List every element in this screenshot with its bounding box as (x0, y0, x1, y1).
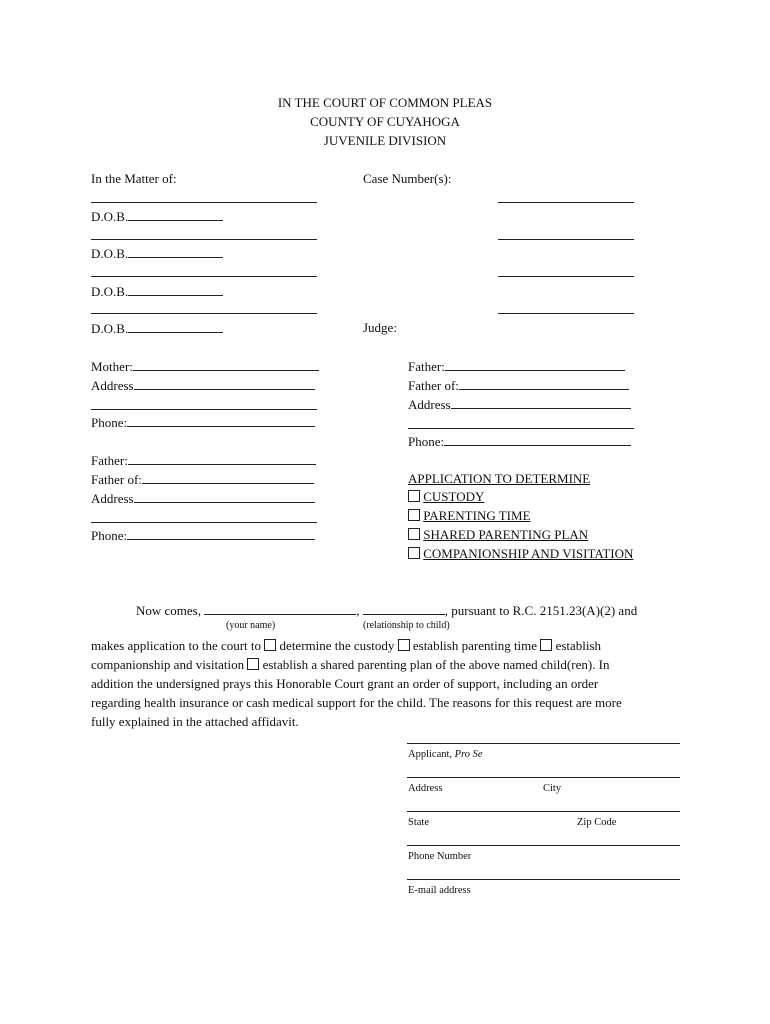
father-of-label: Father of: (91, 472, 142, 487)
companionship-checkbox[interactable] (408, 547, 420, 559)
email-label: E-mail address (408, 885, 471, 896)
dob-label: D.O.B. (91, 246, 129, 261)
child-name-line-3[interactable] (91, 276, 317, 277)
address-city-line[interactable] (407, 777, 680, 778)
father-label: Father: (91, 453, 128, 468)
para-line-4: regarding health insurance or cash medical support for the child. The reasons for this request are more (91, 695, 622, 710)
father-of-line[interactable] (459, 378, 629, 390)
child-name-line-4[interactable] (91, 313, 317, 314)
option-companionship-label: COMPANIONSHIP AND VISITATION (423, 546, 634, 561)
shared-parenting-checkbox[interactable] (408, 528, 420, 540)
father-of-line[interactable] (142, 472, 314, 484)
father-line[interactable] (128, 453, 316, 465)
phone-number-line[interactable] (407, 845, 680, 846)
father-of-label: Father of: (408, 378, 459, 393)
applicant-signature-line[interactable] (407, 743, 680, 744)
mother-line[interactable] (133, 359, 319, 371)
establish-parenting-time-text: establish parenting time (412, 638, 538, 653)
option-companionship[interactable] (408, 547, 633, 560)
dob-label: D.O.B. (91, 321, 129, 336)
option-custody-label: CUSTODY (423, 489, 485, 504)
address-label: Address (91, 491, 134, 506)
option-parenting-time[interactable] (408, 509, 531, 522)
dob-line[interactable] (128, 284, 223, 296)
phone-line[interactable] (127, 415, 315, 427)
pursuant-text: , pursuant to R.C. 2151.23(A)(2) and (444, 603, 638, 618)
case-number-line-2[interactable] (498, 239, 634, 240)
state-label: State (408, 817, 429, 828)
parenting-time-checkbox[interactable] (408, 509, 420, 521)
mother-address-line-2[interactable] (91, 409, 317, 410)
comma: , (356, 603, 360, 618)
father-address-field-right[interactable] (408, 397, 631, 411)
custody-checkbox[interactable] (408, 490, 420, 502)
application-paragraph (91, 636, 671, 731)
child-name-line-2[interactable] (91, 239, 317, 240)
phone-number-label: Phone Number (408, 851, 472, 862)
option-parenting-time-label: PARENTING TIME (423, 508, 531, 523)
dob-field-1[interactable] (91, 209, 223, 223)
your-name-hint: (your name) (226, 620, 276, 631)
establish-shared-checkbox[interactable] (247, 658, 259, 670)
pro-se-text: Pro Se (454, 749, 483, 760)
mother-phone-field[interactable] (91, 415, 315, 429)
case-number-line-3[interactable] (498, 276, 634, 277)
option-shared-parenting[interactable] (408, 528, 588, 541)
father-address-line-2-right[interactable] (408, 428, 634, 429)
judge-label: Judge: (363, 320, 397, 335)
county-name: COUNTY OF CUYAHOGA (310, 114, 460, 129)
in-the-matter-label: In the Matter of: (91, 171, 177, 186)
phone-label: Phone: (408, 434, 445, 449)
address-label: Address (408, 397, 451, 412)
father-of-field-left[interactable] (91, 472, 314, 486)
option-shared-parenting-label: SHARED PARENTING PLAN (423, 527, 589, 542)
case-number-line-1[interactable] (498, 202, 634, 203)
mother-label: Mother: (91, 359, 133, 374)
court-name: IN THE COURT OF COMMON PLEAS (277, 95, 493, 110)
address-label: Address (91, 378, 134, 393)
mother-field[interactable] (91, 359, 319, 373)
phone-line[interactable] (127, 528, 315, 540)
dob-line[interactable] (128, 246, 223, 258)
dob-field-4[interactable] (91, 321, 223, 335)
father-label: Father: (408, 359, 445, 374)
father-field-right[interactable] (408, 359, 625, 373)
para-line-1 (91, 636, 671, 655)
dob-line[interactable] (128, 321, 223, 333)
dob-field-3[interactable] (91, 284, 223, 298)
phone-label: Phone: (91, 415, 128, 430)
child-name-line-1[interactable] (91, 202, 317, 203)
division-name: JUVENILE DIVISION (323, 133, 447, 148)
applicant-text: Applicant, (408, 749, 453, 760)
email-line[interactable] (407, 879, 680, 880)
case-numbers-label: Case Number(s): (363, 171, 452, 186)
address-line[interactable] (451, 397, 631, 409)
para-line-2 (91, 655, 671, 674)
city-label: City (543, 783, 562, 794)
determine-custody-checkbox[interactable] (264, 639, 276, 651)
father-field-left[interactable] (91, 453, 316, 467)
para-line-5: fully explained in the attached affidavit. (91, 714, 299, 729)
zip-label: Zip Code (577, 817, 617, 828)
determine-custody-text: determine the custody (279, 638, 395, 653)
makes-application-text: makes application to the court to (91, 638, 262, 653)
establish-shared-text: establish a shared parenting plan of the above named child(ren). In (262, 657, 610, 672)
establish-companionship-checkbox[interactable] (540, 639, 552, 651)
father-line[interactable] (445, 359, 625, 371)
dob-line[interactable] (128, 209, 223, 221)
state-zip-line[interactable] (407, 811, 680, 812)
companionship-text: companionship and visitation (91, 657, 245, 672)
option-custody[interactable] (408, 490, 484, 503)
father-address-field-left[interactable] (91, 491, 315, 505)
your-name-line[interactable] (204, 603, 356, 615)
dob-label: D.O.B. (91, 284, 129, 299)
establish-text: establish (555, 638, 602, 653)
relationship-hint: (relationship to child) (363, 620, 450, 631)
father-address-line-2-left[interactable] (91, 522, 317, 523)
mother-address-field[interactable] (91, 378, 315, 392)
dob-field-2[interactable] (91, 246, 223, 260)
phone-line[interactable] (444, 434, 631, 446)
address-line[interactable] (134, 378, 315, 390)
phone-label: Phone: (91, 528, 128, 543)
now-comes-label: Now comes, (136, 603, 201, 618)
para-line-3: addition the undersigned prays this Honorable Court grant an order of support, including an order (91, 676, 599, 691)
dob-label: D.O.B. (91, 209, 129, 224)
applicant-label (408, 750, 483, 761)
case-number-line-4[interactable] (498, 313, 634, 314)
application-title: APPLICATION TO DETERMINE (408, 471, 591, 486)
father-phone-field-left[interactable] (91, 528, 315, 542)
relationship-line[interactable] (363, 603, 445, 615)
father-phone-field-right[interactable] (408, 434, 631, 448)
now-comes-line (136, 603, 637, 617)
address-line[interactable] (134, 491, 315, 503)
father-of-field-right[interactable] (408, 378, 629, 392)
address-label-sig: Address (408, 783, 443, 794)
establish-parenting-time-checkbox[interactable] (398, 639, 410, 651)
